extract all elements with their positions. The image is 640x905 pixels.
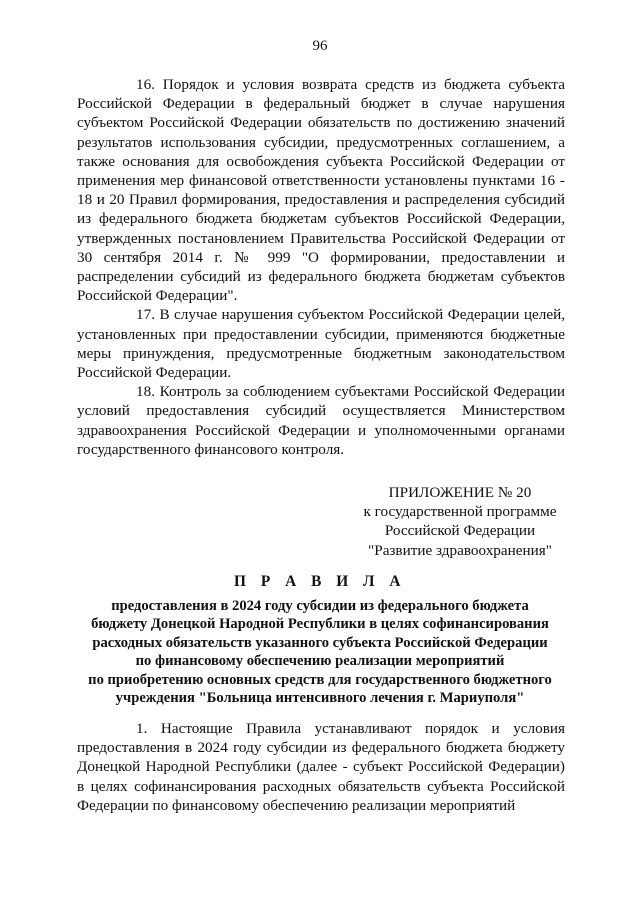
appendix-line-2: Российской Федерации xyxy=(384,522,536,540)
appendix-line-3: "Развитие здравоохранения" xyxy=(368,541,552,559)
rules-subtitle-line: учреждения "Больница интенсивного лечения г. Мариуполя" xyxy=(115,690,525,707)
rules-subtitle-line: по приобретению основных средств для государственного бюджетного xyxy=(88,671,552,688)
paragraph-18: 18. Контроль за соблюдением субъектами Российской Федерации условий предоставления субсидий осуществляется Министерством здравоохранения Российской Федерации и уполномоченными органами государственного финансового контроля. xyxy=(77,383,565,458)
page-number: 96 xyxy=(312,38,328,54)
rules-subtitle-line: предоставления в 2024 году субсидии из федерального бюджета xyxy=(111,598,529,614)
body-text-bottom xyxy=(77,719,565,815)
rules-heading: П Р А В И Л А xyxy=(234,573,406,590)
paragraph-16: 16. Порядок и условия возврата средств из бюджета субъекта Российской Федерации в федеральный бюджет в случае нарушения субъектом Российской Федерации обязательств по достижению значений результатов использования субсидии, предусмотренных соглашением, а также основания для освобождения субъекта Российской Федерации от применения мер финансовой ответственности установлены пунктами 16 - 18 и 20 Правил формирования, предоставления и распределения субсидий из федерального бюджета бюджетам субъектов Российской Федерации, утвержденных постановлением Правительства Российской Федерации от 30 сентября 2014 г. № 999 "О формировании, предоставлении и распределении субсидий из федерального бюджета бюджетам субъектов Российской Федерации". xyxy=(77,76,565,305)
rules-subtitle-line: бюджету Донецкой Народной Республики в целях софинансирования xyxy=(91,616,549,633)
rules-subtitle-line: по финансовому обеспечению реализации мероприятий xyxy=(135,653,505,670)
paragraph-17: 17. В случае нарушения субъектом Российской Федерации целей, установленных при предоставлении субсидии, применяются бюджетные меры принуждения, предусмотренные бюджетным законодательством Российской Федерации. xyxy=(77,306,565,382)
rules-subtitle-line: расходных обязательств указанного субъекта Российской Федерации xyxy=(92,634,548,651)
appendix-line-1: к государственной программе xyxy=(363,503,557,521)
appendix-header xyxy=(340,483,580,560)
body-text-top xyxy=(77,75,565,459)
appendix-title: ПРИЛОЖЕНИЕ № 20 xyxy=(388,484,532,501)
paragraph-1: 1. Настоящие Правила устанавливают порядок и условия предоставления в 2024 году субсидии из федерального бюджета бюджету Донецкой Народной Республики (далее - субъект Российской Федерации) в целях софинансирования расходных обязательств субъекта Российской Федерации по финансовому обеспечению реализации мероприятий xyxy=(77,720,565,814)
rules-subtitle xyxy=(40,597,600,707)
